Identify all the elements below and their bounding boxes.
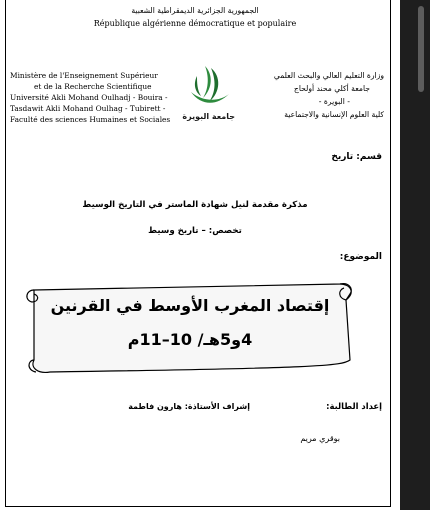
institution-line: et de la Recherche Scientifique	[34, 82, 152, 91]
institution-line: Université Akli Mohand Oulhadj - Bouira -	[10, 93, 168, 102]
institution-line-ar: جامعة أكلي محند أولحاج	[293, 84, 370, 93]
supervisor: إشراف الأستاذة: هارون فاطمة	[128, 402, 250, 411]
scrollbar-thumb[interactable]	[418, 6, 424, 92]
republic-arabic: الجمهورية الجزائرية الديمقراطية الشعبية	[131, 6, 259, 15]
institution-line: Faculté des sciences Humaines et Sociales	[10, 115, 171, 124]
institution-line: Tasdawit Akli Mohand Oulhag - Tubirett -	[10, 104, 166, 113]
subject-label: الموضوع:	[339, 252, 382, 262]
logo-caption: جامعة البويرة	[182, 112, 235, 121]
institution-line-ar: - البويرة -	[318, 97, 350, 106]
university-logo-icon	[183, 62, 235, 112]
university-logo	[183, 62, 235, 124]
department: قسم: تاريخ	[331, 152, 382, 162]
student-name: بوقري مريم	[300, 434, 340, 443]
scroll-banner-shape	[20, 278, 360, 378]
thesis-title-line2: 4و5هـ/ 10–11م	[127, 330, 253, 349]
institution-line: Ministère de l'Enseignement Supérieur	[10, 71, 158, 80]
institution-line-ar: وزارة التعليم العالي والبحث العلمي	[273, 71, 384, 80]
prepared-by-label: إعداد الطالبة:	[326, 401, 382, 411]
vertical-scrollbar[interactable]	[400, 0, 430, 510]
title-scroll-banner	[20, 278, 360, 378]
thesis-title-line1: إقتصاد المغرب الأوسط في القرنين	[50, 296, 330, 315]
institution-line-ar: كلية العلوم الإنسانية والاجتماعية	[284, 110, 384, 119]
thesis-description: مذكرة مقدمة لنيل شهادة الماستر في التاريخ الوسيط	[82, 200, 308, 210]
specialty: تخصص: – تاريخ وسيط	[148, 226, 242, 236]
republic-french: République algérienne démocratique et populaire	[93, 19, 297, 28]
